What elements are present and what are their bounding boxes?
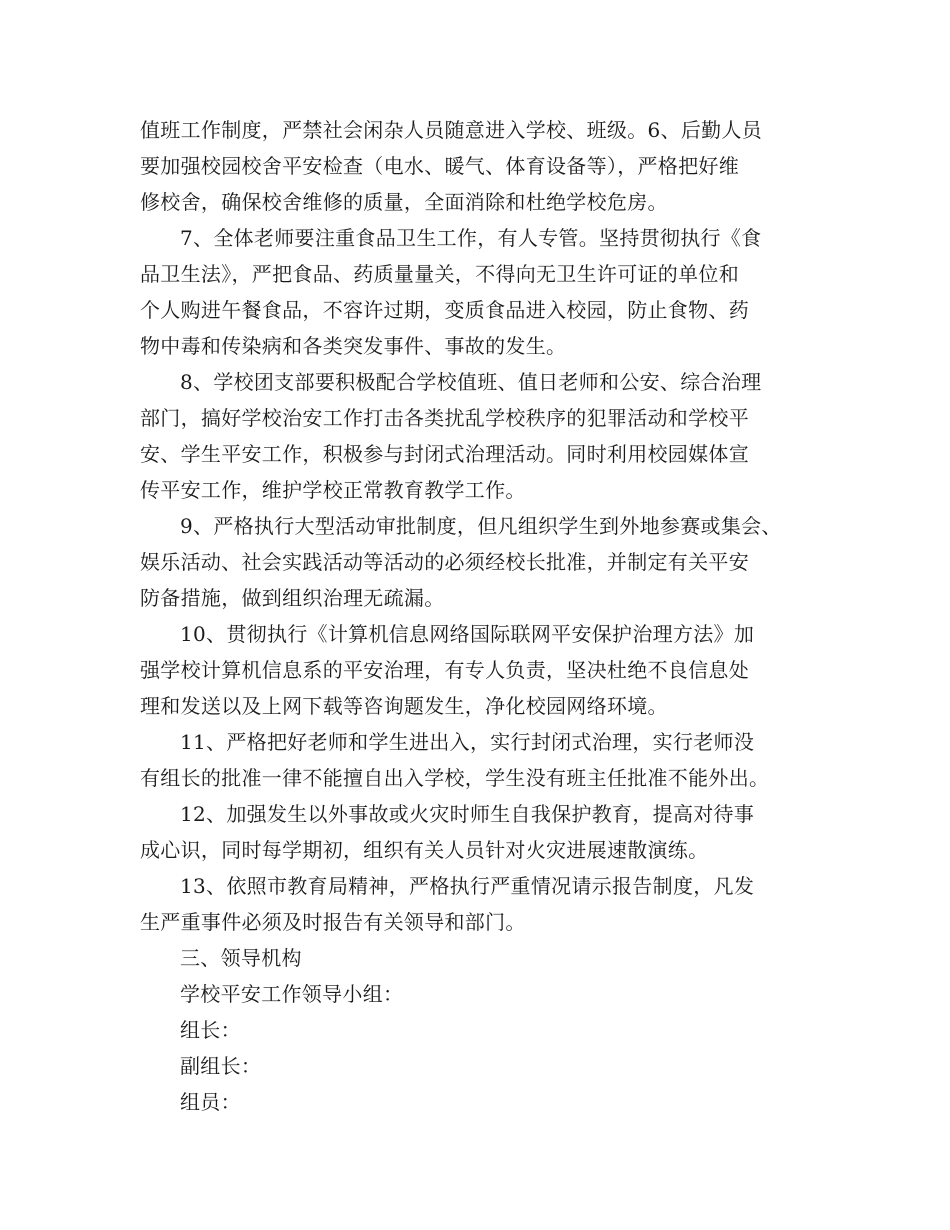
text-line: 生严重事件必须及时报告有关领导和部门。: [140, 910, 526, 934]
text-line: 娱乐活动、社会实践活动等活动的必须经校长批准，并制定有关平安: [140, 550, 749, 574]
paragraph-start-line: 12、加强发生以外事故或火灾时师生自我保护教育，提高对待事: [180, 802, 755, 826]
text-line: 个人购进午餐食品，不容许过期，变质食品进入校园，防止食物、药: [140, 298, 749, 322]
text-line: 理和发送以及上网下载等咨询题发生，净化校园网络环境。: [140, 694, 668, 718]
text-line: 修校舍，确保校舍维修的质量，全面消除和杜绝学校危房。: [140, 190, 668, 214]
text-line: 防备措施，做到组织治理无疏漏。: [140, 586, 445, 610]
paragraph-start-line: 9、严格执行大型活动审批制度，但凡组织学生到外地参赛或集会、: [180, 514, 782, 538]
paragraph-start-line: 11、严格把好老师和学生进出入，实行封闭式治理，实行老师没: [180, 730, 755, 754]
leader-label: 组长：: [180, 1018, 241, 1042]
text-line: 强学校计算机信息系的平安治理，有专人负责，坚决杜绝不良信息处: [140, 658, 749, 682]
group-title: 学校平安工作领导小组：: [180, 982, 404, 1006]
paragraph-start-line: 7、全体老师要注重食品卫生工作，有人专管。坚持贯彻执行《食: [180, 226, 762, 250]
text-line: 有组长的批准一律不能擅自出入学校，学生没有班主任批准不能外出。: [140, 766, 770, 790]
text-line: 传平安工作，维护学校正常教育教学工作。: [140, 478, 526, 502]
paragraph-start-line: 10、贯彻执行《计算机信息网络国际联网平安保护治理方法》加: [180, 622, 755, 646]
paragraph-start-line: 13、依照市教育局精神，严格执行严重情况请示报告制度，凡发: [180, 874, 755, 898]
section-heading: 三、领导机构: [180, 946, 302, 970]
text-line: 安、学生平安工作，积极参与封闭式治理活动。同时利用校园媒体宣: [140, 442, 749, 466]
text-line: 值班工作制度，严禁社会闲杂人员随意进入学校、班级。6、后勤人员: [140, 118, 763, 142]
members-label: 组员：: [180, 1090, 241, 1114]
text-line: 品卫生法》，严把食品、药质量量关，不得向无卫生许可证的单位和: [140, 262, 739, 286]
text-line: 部门，搞好学校治安工作打击各类扰乱学校秩序的犯罪活动和学校平: [140, 406, 749, 430]
text-line: 物中毒和传染病和各类突发事件、事故的发生。: [140, 334, 567, 358]
document-body: [140, 112, 812, 1120]
text-line: 要加强校园校舍平安检查（电水、暖气、体育设备等），严格把好维: [140, 154, 739, 178]
deputy-leader-label: 副组长：: [180, 1054, 262, 1078]
text-line: 成心识，同时每学期初，组织有关人员针对火灾进展速散演练。: [140, 838, 709, 862]
paragraph-start-line: 8、学校团支部要积极配合学校值班、值日老师和公安、综合治理: [180, 370, 762, 394]
